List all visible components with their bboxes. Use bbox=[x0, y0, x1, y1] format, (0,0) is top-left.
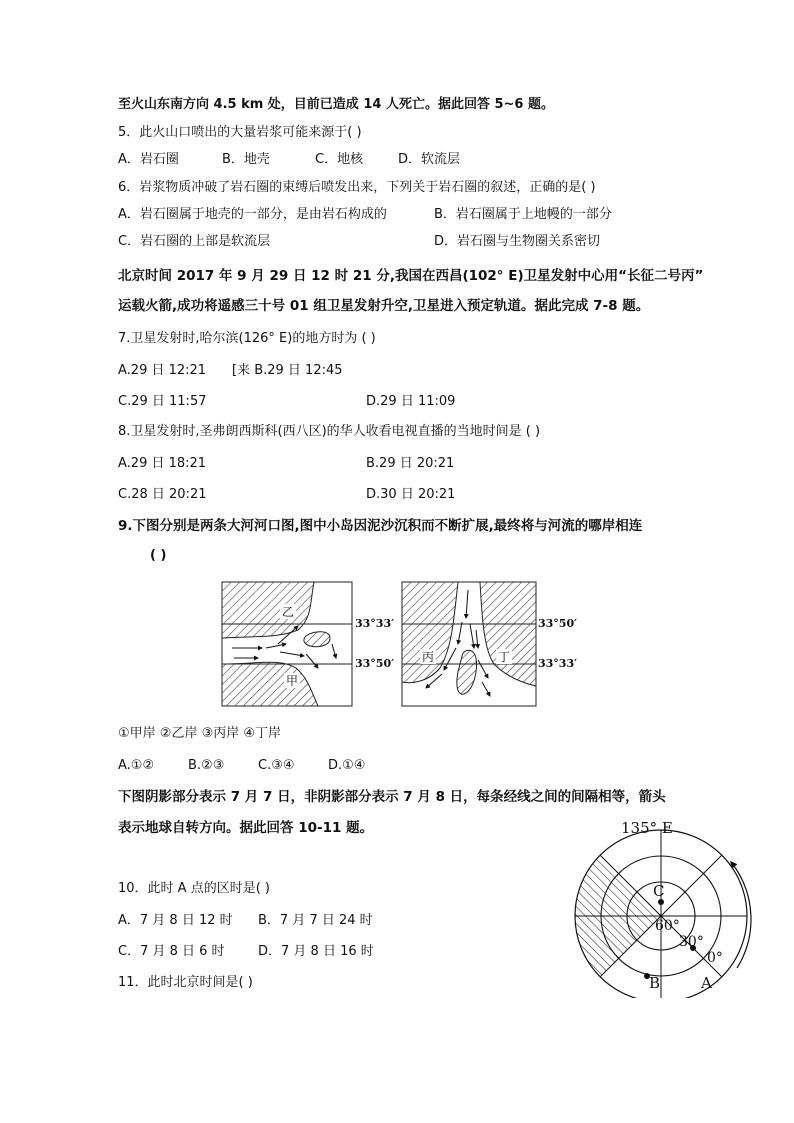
q8-option-a: A.29 日 18:21 bbox=[118, 456, 207, 471]
q10-option-a: A．7 月 8 日 12 时 bbox=[118, 913, 233, 928]
q10-option-d: D．7 月 8 日 16 时 bbox=[258, 944, 374, 959]
q6-option-b: B．岩石圈属于上地幔的一部分 bbox=[434, 207, 612, 222]
left-lat-top: 33°33′ bbox=[355, 617, 395, 630]
q8-option-b: B.29 日 20:21 bbox=[366, 456, 455, 471]
point-c-label: C bbox=[653, 882, 665, 900]
q5-option-d: D．软流层 bbox=[398, 152, 461, 167]
q10-option-b: B．7 月 7 日 24 时 bbox=[258, 913, 373, 928]
question-8: 8.卫星发射时,圣弗朗西斯科(西八区)的华人收看电视直播的当地时间是 ( ) bbox=[118, 424, 541, 439]
river-mouth-maps bbox=[218, 578, 588, 710]
q5-option-c: C．地核 bbox=[315, 152, 364, 167]
q9-option-a: A.①② bbox=[118, 758, 155, 773]
intro-7-8-line1: 北京时间 2017 年 9 月 29 日 12 时 21 分,我国在西昌(102° E)卫星发射中心用“长征二号丙” bbox=[118, 268, 704, 284]
intro-10-11-line2: 表示地球自转方向。据此回答 10-11 题。 bbox=[118, 820, 374, 836]
q7-option-a: A.29 日 12:21 bbox=[118, 363, 207, 378]
meridian-135e-label: 135° E bbox=[621, 819, 673, 837]
left-river-map bbox=[222, 582, 394, 706]
intro-5-6: 至火山东南方向 4.5 km 处，目前已造成 14 人死亡。据此回答 5~6 题。 bbox=[118, 97, 554, 112]
q6-option-a: A．岩石圈属于地壳的一部分，是由岩石构成的 bbox=[118, 207, 387, 222]
q6-option-d: D．岩石圈与生物圈关系密切 bbox=[434, 234, 601, 249]
left-bank-bottom-label: 甲 bbox=[286, 674, 299, 688]
right-river-map bbox=[402, 582, 577, 706]
polar-date-diagram bbox=[555, 818, 755, 998]
q10-option-c: C．7 月 8 日 6 时 bbox=[118, 944, 225, 959]
latitude-60-label: 60° bbox=[655, 918, 680, 934]
question-9: 9.下图分别是两条大河河口图,图中小岛因泥沙沉积而不断扩展,最终将与河流的哪岸相连 bbox=[118, 518, 643, 534]
q9-option-b: B.②③ bbox=[188, 758, 225, 773]
point-b-label: B bbox=[649, 974, 661, 992]
right-lat-top: 33°50′ bbox=[538, 617, 578, 630]
right-bank-left-label: 丙 bbox=[422, 650, 435, 664]
question-5: 5．此火山口喷出的大量岩浆可能来源于( ) bbox=[118, 125, 362, 140]
latitude-30-label: 30° bbox=[679, 934, 704, 950]
point-a-label: A bbox=[701, 974, 712, 992]
right-bank-right-label: 丁 bbox=[498, 650, 511, 664]
q8-option-c: C.28 日 20:21 bbox=[118, 487, 207, 502]
q5-option-b: B．地壳 bbox=[222, 152, 270, 167]
question-7: 7.卫星发射时,哈尔滨(126° E)的地方时为 ( ) bbox=[118, 331, 376, 346]
q5-option-a: A．岩石圈 bbox=[118, 152, 179, 167]
left-bank-top-label: 乙 bbox=[282, 605, 295, 619]
q6-option-c: C．岩石圈的上部是软流层 bbox=[118, 234, 271, 249]
longitude-0-label: 0° bbox=[707, 950, 723, 966]
q9-option-d: D.①④ bbox=[328, 758, 366, 773]
intro-10-11-line1: 下图阴影部分表示 7 月 7 日，非阴影部分表示 7 月 8 日，每条经线之间的间隔相等，箭头 bbox=[118, 789, 666, 805]
question-11: 11．此时北京时间是( ) bbox=[118, 975, 253, 990]
intro-7-8-line2: 运载火箭,成功将遥感三十号 01 组卫星发射升空,卫星进入预定轨道。据此完成 7-8 题。 bbox=[118, 298, 650, 314]
q7-option-c: C.29 日 11:57 bbox=[118, 394, 207, 409]
q7-option-d: D.29 日 11:09 bbox=[366, 394, 456, 409]
question-9-paren: ( ) bbox=[150, 548, 167, 563]
q9-option-c: C.③④ bbox=[258, 758, 295, 773]
q7-option-b: [来 B.29 日 12:45 bbox=[232, 363, 343, 378]
left-lat-bottom: 33°50′ bbox=[355, 657, 395, 670]
question-10: 10．此时 A 点的区时是( ) bbox=[118, 881, 270, 896]
right-lat-bottom: 33°33′ bbox=[538, 657, 578, 670]
question-9-choices: ①甲岸 ②乙岸 ③丙岸 ④丁岸 bbox=[118, 726, 282, 741]
question-6: 6．岩浆物质冲破了岩石圈的束缚后喷发出来，下列关于岩石圈的叙述，正确的是( ) bbox=[118, 180, 596, 195]
q8-option-d: D.30 日 20:21 bbox=[366, 487, 456, 502]
